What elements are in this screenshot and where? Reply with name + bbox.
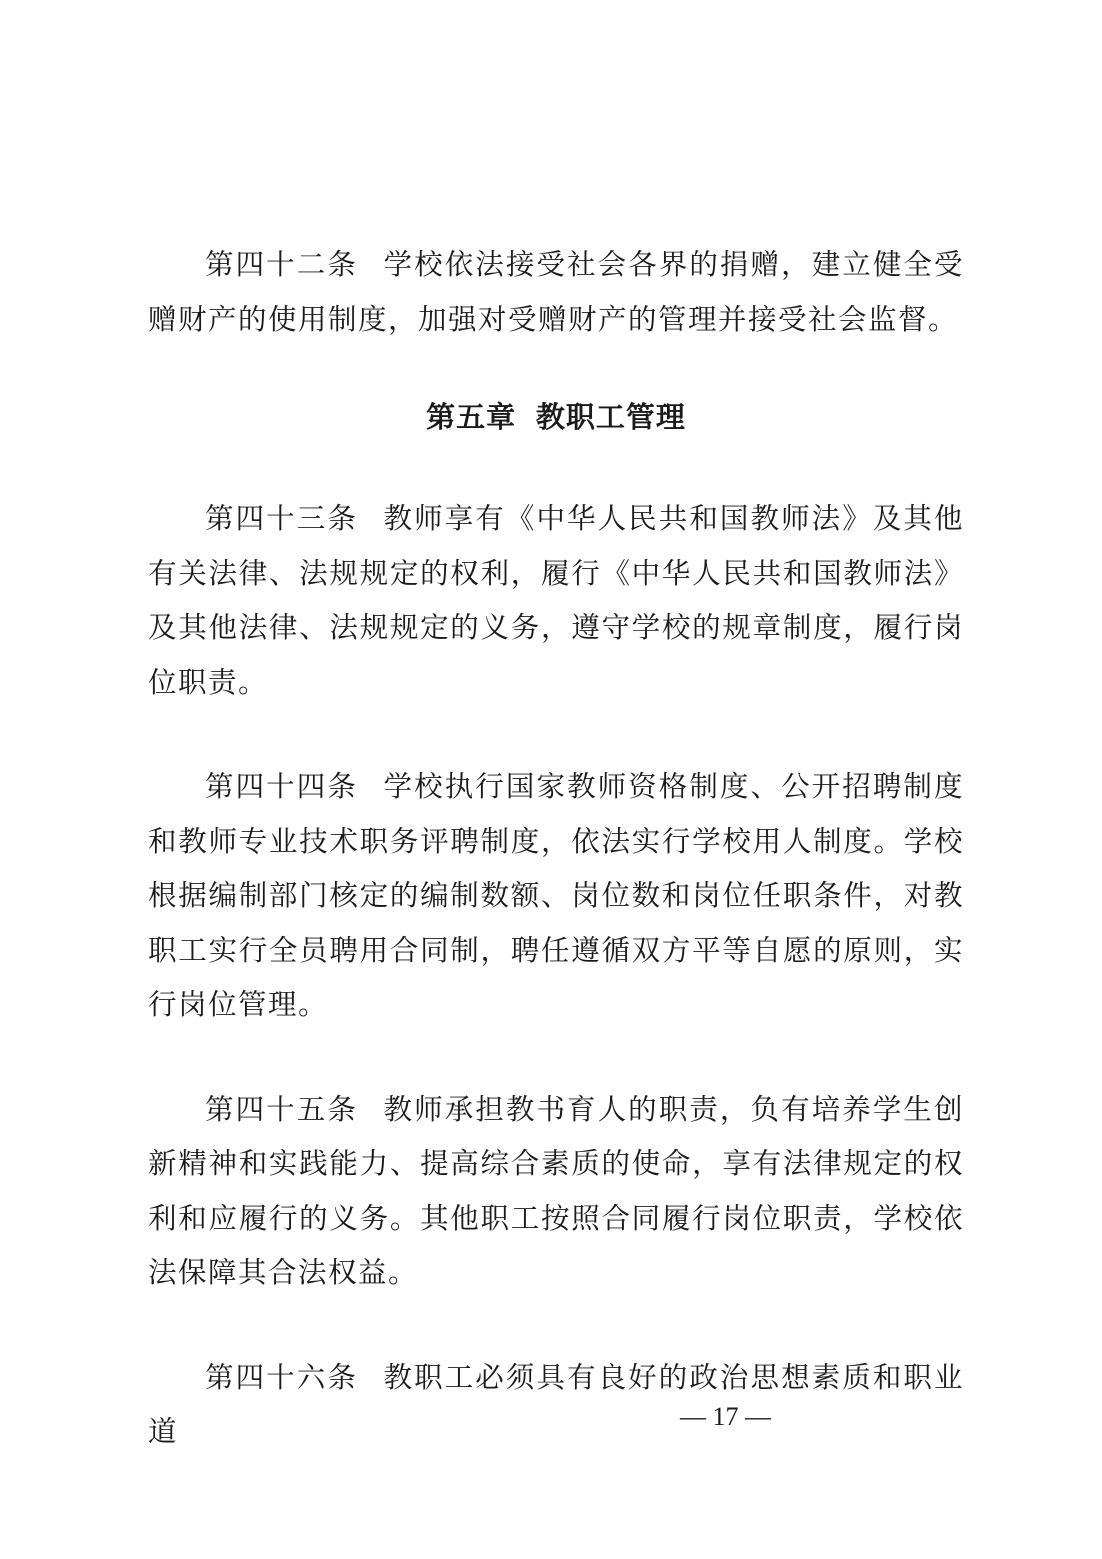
article-42 bbox=[148, 238, 964, 347]
article-text: 教师享有《中华人民共和国教师法》及其他有关法律、法规规定的权利，履行《中华人民共和国教师法》及其他法律、法规规定的义务，遵守学校的规章制度，履行岗位职责。 bbox=[148, 502, 964, 699]
article-label: 第四十五条 bbox=[205, 1092, 358, 1126]
article-label: 第四十二条 bbox=[205, 248, 358, 281]
article-label: 第四十四条 bbox=[205, 770, 358, 803]
article-label: 第四十三条 bbox=[205, 502, 358, 535]
article-45 bbox=[148, 1083, 964, 1301]
article-text: 教职工必须具有良好的政治思想素质和职业道 bbox=[148, 1360, 964, 1448]
article-text: 教师承担教书育人的职责，负有培养学生创新精神和实践能力、提高综合素质的使命，享有法律规定的权利和应履行的义务。其他职工按照合同履行岗位职责，学校依法保障其合法权益。 bbox=[148, 1092, 964, 1289]
chapter-title: 第五章 教职工管理 bbox=[426, 400, 686, 434]
article-text: 学校依法接受社会各界的捐赠，建立健全受赠财产的使用制度，加强对受赠财产的管理并接受社会监督。 bbox=[148, 248, 964, 336]
page-number: — 17 — bbox=[680, 1402, 771, 1431]
document-body bbox=[148, 238, 964, 1460]
article-43 bbox=[148, 492, 964, 710]
article-44 bbox=[148, 760, 964, 1033]
article-text: 学校执行国家教师资格制度、公开招聘制度和教师专业技术职务评聘制度，依法实行学校用人制度。学校根据编制部门核定的编制数额、岗位数和岗位任职条件，对教职工实行全员聘用合同制，聘任遵循双方平等自愿的原则，实行岗位管理。 bbox=[148, 770, 964, 1021]
article-label: 第四十六条 bbox=[205, 1360, 358, 1394]
